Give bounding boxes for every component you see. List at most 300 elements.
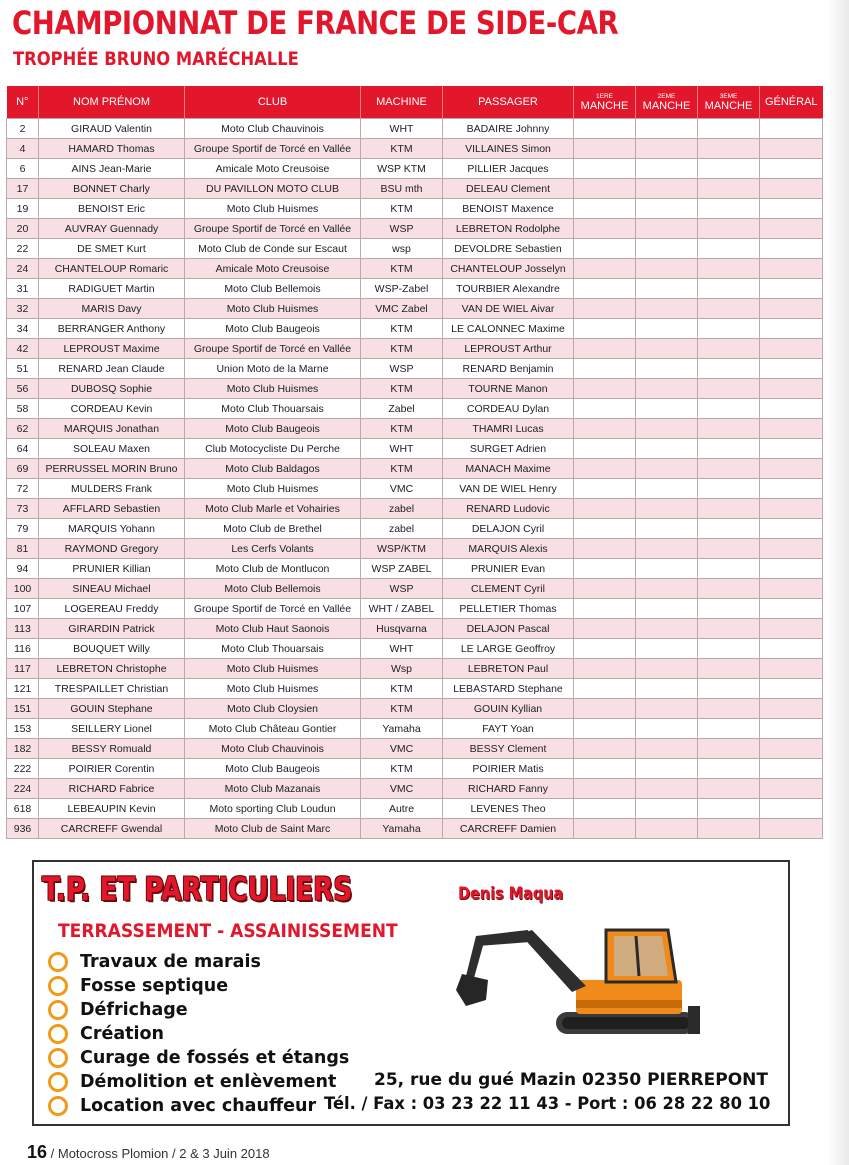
cell-manche-1 [574,139,636,159]
cell-passenger: BESSY Clement [443,739,574,759]
cell-manche-1 [574,579,636,599]
table-row [7,459,823,479]
ad-service-item [48,1070,349,1094]
cell-general [760,359,823,379]
table-row [7,259,823,279]
cell-manche-1 [574,679,636,699]
cell-passenger: DEVOLDRE Sebastien [443,239,574,259]
header-machine: MACHINE [361,86,443,119]
cell-club: Club Motocycliste Du Perche [185,439,361,459]
table-row [7,699,823,719]
cell-manche-1 [574,659,636,679]
cell-name: DE SMET Kurt [39,239,185,259]
cell-general [760,779,823,799]
ad-contact-name: Denis Maqua [458,884,564,904]
cell-passenger: CORDEAU Dylan [443,399,574,419]
cell-manche-1 [574,239,636,259]
cell-manche-1 [574,299,636,319]
cell-general [760,139,823,159]
cell-general [760,759,823,779]
cell-machine: KTM [361,699,443,719]
excavator-boom [520,930,586,992]
cell-manche-3 [698,699,760,719]
cell-general [760,159,823,179]
ad-service-label: Défrichage [80,1000,188,1020]
cell-manche-3 [698,339,760,359]
cell-num: 182 [7,739,39,759]
cell-manche-3 [698,799,760,819]
cell-name: GIRARDIN Patrick [39,619,185,639]
table-row [7,779,823,799]
cell-passenger: VILLAINES Simon [443,139,574,159]
cell-num: 121 [7,679,39,699]
cell-num: 72 [7,479,39,499]
cell-num: 32 [7,299,39,319]
table-row [7,719,823,739]
cell-machine: KTM [361,319,443,339]
cell-machine: KTM [361,419,443,439]
cell-club: Moto Club Huismes [185,659,361,679]
cell-club: Groupe Sportif de Torcé en Vallée [185,339,361,359]
cell-num: 42 [7,339,39,359]
ad-service-item [48,998,349,1022]
ad-service-label: Création [80,1024,164,1044]
table-row [7,319,823,339]
cell-manche-1 [574,719,636,739]
cell-manche-2 [636,319,698,339]
cell-name: LEBRETON Christophe [39,659,185,679]
cell-club: Groupe Sportif de Torcé en Vallée [185,599,361,619]
cell-passenger: DELAJON Pascal [443,619,574,639]
ad-service-item [48,1046,349,1070]
footer-text: / Motocross Plomion / 2 & 3 Juin 2018 [47,1146,270,1161]
cell-manche-2 [636,419,698,439]
cell-general [760,699,823,719]
cell-manche-2 [636,759,698,779]
cell-passenger: THAMRI Lucas [443,419,574,439]
cell-club: DU PAVILLON MOTO CLUB [185,179,361,199]
cell-general [760,239,823,259]
cell-manche-3 [698,819,760,839]
ad-service-label: Démolition et enlèvement [80,1072,337,1092]
cell-manche-2 [636,399,698,419]
cell-machine: KTM [361,679,443,699]
cell-manche-3 [698,579,760,599]
cell-name: MARQUIS Yohann [39,519,185,539]
cell-club: Moto Club Huismes [185,379,361,399]
cell-name: BONNET Charly [39,179,185,199]
circle-bullet-icon [48,1072,68,1092]
cell-manche-2 [636,599,698,619]
cell-general [760,119,823,139]
cell-passenger: FAYT Yoan [443,719,574,739]
cell-name: RADIGUET Martin [39,279,185,299]
cell-manche-2 [636,219,698,239]
cell-general [760,519,823,539]
cell-passenger: CLEMENT Cyril [443,579,574,599]
cell-num: 100 [7,579,39,599]
cell-manche-1 [574,419,636,439]
table-row [7,739,823,759]
cell-num: 2 [7,119,39,139]
cell-name: BENOIST Eric [39,199,185,219]
cell-passenger: CHANTELOUP Josselyn [443,259,574,279]
cell-manche-3 [698,279,760,299]
cell-manche-3 [698,519,760,539]
cell-general [760,219,823,239]
cell-club: Les Cerfs Volants [185,539,361,559]
cell-manche-2 [636,439,698,459]
cell-name: RAYMOND Gregory [39,539,185,559]
table-row [7,619,823,639]
table-row [7,679,823,699]
cell-num: 34 [7,319,39,339]
cell-manche-1 [574,479,636,499]
cell-manche-3 [698,219,760,239]
cell-manche-3 [698,159,760,179]
cell-manche-3 [698,319,760,339]
cell-machine: VMC [361,779,443,799]
cell-manche-3 [698,439,760,459]
cell-manche-1 [574,519,636,539]
header-manche-2-label: MANCHE [642,99,691,112]
cell-passenger: TOURNE Manon [443,379,574,399]
table-row [7,219,823,239]
cell-passenger: LEPROUST Arthur [443,339,574,359]
cell-name: TRESPAILLET Christian [39,679,185,699]
cell-num: 17 [7,179,39,199]
circle-bullet-icon [48,1000,68,1020]
cell-num: 22 [7,239,39,259]
ad-service-item [48,950,349,974]
cell-manche-1 [574,699,636,719]
cell-general [760,679,823,699]
cell-club: Moto Club Bellemois [185,579,361,599]
cell-general [760,719,823,739]
table-row [7,159,823,179]
table-row [7,579,823,599]
cell-name: SEILLERY Lionel [39,719,185,739]
page-footer [27,1142,270,1163]
table-row [7,759,823,779]
cell-passenger: DELAJON Cyril [443,519,574,539]
cell-manche-1 [574,339,636,359]
cell-manche-3 [698,719,760,739]
table-row [7,639,823,659]
cell-name: BOUQUET Willy [39,639,185,659]
header-manche-1-label: MANCHE [580,99,629,112]
cell-manche-2 [636,779,698,799]
cell-manche-3 [698,239,760,259]
cell-passenger: DELEAU Clement [443,179,574,199]
cell-name: AUVRAY Guennady [39,219,185,239]
cell-manche-2 [636,539,698,559]
cell-machine: KTM [361,379,443,399]
cell-manche-1 [574,559,636,579]
header-manche-2 [636,86,698,119]
cell-num: 79 [7,519,39,539]
ad-title: T.P. ET PARTICULIERS [42,870,353,908]
cell-num: 81 [7,539,39,559]
cell-club: Moto Club Thouarsais [185,399,361,419]
cell-manche-3 [698,559,760,579]
ad-service-item [48,974,349,998]
cell-club: Groupe Sportif de Torcé en Vallée [185,139,361,159]
cell-machine: Yamaha [361,719,443,739]
cell-name: GIRAUD Valentin [39,119,185,139]
cell-machine: WHT [361,439,443,459]
cell-machine: BSU mth [361,179,443,199]
cell-manche-2 [636,359,698,379]
cell-num: 224 [7,779,39,799]
cell-manche-1 [574,399,636,419]
cell-manche-2 [636,259,698,279]
cell-manche-3 [698,479,760,499]
cell-name: PRUNIER Killian [39,559,185,579]
cell-manche-2 [636,819,698,839]
cell-passenger: SURGET Adrien [443,439,574,459]
cell-manche-3 [698,459,760,479]
cell-num: 31 [7,279,39,299]
header-general: GÉNÉRAL [760,86,823,119]
circle-bullet-icon [48,952,68,972]
cell-manche-3 [698,639,760,659]
cell-club: Moto Club Baugeois [185,759,361,779]
cell-machine: WSP-Zabel [361,279,443,299]
cell-manche-3 [698,139,760,159]
cell-manche-3 [698,599,760,619]
cell-passenger: LEBRETON Rodolphe [443,219,574,239]
cell-club: Moto Club Mazanais [185,779,361,799]
cell-manche-2 [636,559,698,579]
cell-manche-3 [698,779,760,799]
cell-manche-2 [636,239,698,259]
header-manche-3-label: MANCHE [704,99,753,112]
cell-num: 222 [7,759,39,779]
cell-machine: wsp [361,239,443,259]
cell-club: Moto Club Baugeois [185,419,361,439]
table-row [7,419,823,439]
cell-club: Moto Club de Saint Marc [185,819,361,839]
cell-manche-3 [698,619,760,639]
page-title: CHAMPIONNAT DE FRANCE DE SIDE-CAR [12,4,619,42]
cell-general [760,199,823,219]
excavator-image [436,920,716,1050]
header-club: CLUB [185,86,361,119]
cell-manche-2 [636,799,698,819]
cell-general [760,399,823,419]
cell-club: Groupe Sportif de Torcé en Vallée [185,219,361,239]
cell-manche-3 [698,399,760,419]
cell-passenger: MANACH Maxime [443,459,574,479]
cell-machine: WSP/KTM [361,539,443,559]
cell-manche-1 [574,159,636,179]
cell-num: 107 [7,599,39,619]
cell-manche-2 [636,119,698,139]
cell-manche-3 [698,739,760,759]
cell-name: LEPROUST Maxime [39,339,185,359]
ad-services-list [48,950,349,1118]
cell-manche-1 [574,359,636,379]
cell-name: MULDERS Frank [39,479,185,499]
cell-passenger: LE CALONNEC Maxime [443,319,574,339]
cell-num: 20 [7,219,39,239]
header-num: N° [7,86,39,119]
cell-passenger: LE LARGE Geoffroy [443,639,574,659]
cell-manche-1 [574,199,636,219]
cell-club: Moto Club de Montlucon [185,559,361,579]
table-row [7,439,823,459]
cell-num: 24 [7,259,39,279]
cell-machine: KTM [361,139,443,159]
cell-name: HAMARD Thomas [39,139,185,159]
cell-manche-3 [698,359,760,379]
table-row [7,279,823,299]
table-row [7,339,823,359]
cell-club: Moto Club de Conde sur Escaut [185,239,361,259]
cell-manche-3 [698,659,760,679]
cell-club: Moto Club Baldagos [185,459,361,479]
cell-manche-2 [636,479,698,499]
cell-passenger: BADAIRE Johnny [443,119,574,139]
cell-general [760,299,823,319]
cell-num: 64 [7,439,39,459]
cell-manche-2 [636,379,698,399]
cell-name: BERRANGER Anthony [39,319,185,339]
cell-manche-3 [698,179,760,199]
cell-general [760,459,823,479]
header-manche-3-ordinal: 3EME [719,92,738,100]
cell-machine: WHT [361,639,443,659]
cell-passenger: RENARD Benjamin [443,359,574,379]
cell-manche-3 [698,379,760,399]
page-number: 16 [27,1142,48,1162]
cell-passenger: RENARD Ludovic [443,499,574,519]
cell-num: 69 [7,459,39,479]
table-row [7,379,823,399]
cell-name: SINEAU Michael [39,579,185,599]
cell-general [760,559,823,579]
results-body [7,119,823,839]
cell-manche-2 [636,679,698,699]
cell-club: Moto Club Chauvinois [185,119,361,139]
cell-passenger: CARCREFF Damien [443,819,574,839]
cell-manche-1 [574,279,636,299]
ad-address: 25, rue du gué Mazin 02350 PIERREPONT [374,1070,768,1090]
cell-manche-1 [574,319,636,339]
cell-machine: Zabel [361,399,443,419]
cell-club: Amicale Moto Creusoise [185,259,361,279]
cell-manche-1 [574,119,636,139]
cell-passenger: VAN DE WIEL Aivar [443,299,574,319]
cell-machine: Husqvarna [361,619,443,639]
advertisement [32,860,790,1126]
cell-manche-2 [636,699,698,719]
table-row [7,599,823,619]
ad-service-item [48,1094,349,1118]
cell-name: MARIS Davy [39,299,185,319]
header-passenger: PASSAGER [443,86,574,119]
table-row [7,119,823,139]
cell-manche-3 [698,679,760,699]
cell-manche-3 [698,499,760,519]
cell-machine: WSP ZABEL [361,559,443,579]
cell-machine: zabel [361,499,443,519]
cell-general [760,479,823,499]
cell-machine: KTM [361,759,443,779]
cell-name: MARQUIS Jonathan [39,419,185,439]
cell-num: 51 [7,359,39,379]
cell-machine: zabel [361,519,443,539]
cell-manche-1 [574,799,636,819]
cell-manche-1 [574,759,636,779]
circle-bullet-icon [48,1024,68,1044]
cell-machine: WHT [361,119,443,139]
cell-num: 56 [7,379,39,399]
ad-service-label: Fosse septique [80,976,229,996]
table-row [7,199,823,219]
cell-name: CHANTELOUP Romaric [39,259,185,279]
cell-num: 62 [7,419,39,439]
cell-machine: VMC [361,479,443,499]
cell-manche-1 [574,639,636,659]
cell-club: Moto sporting Club Loudun [185,799,361,819]
cell-machine: Autre [361,799,443,819]
cell-num: 19 [7,199,39,219]
cell-machine: WSP [361,359,443,379]
cell-general [760,499,823,519]
ad-service-label: Travaux de marais [80,952,261,972]
cell-manche-1 [574,259,636,279]
cell-manche-1 [574,499,636,519]
cell-passenger: TOURBIER Alexandre [443,279,574,299]
cell-general [760,319,823,339]
cell-manche-2 [636,619,698,639]
cell-passenger: RICHARD Fanny [443,779,574,799]
ad-service-label: Curage de fossés et étangs [80,1048,350,1068]
cell-name: BESSY Romuald [39,739,185,759]
table-row [7,499,823,519]
cell-manche-1 [574,179,636,199]
ad-phone: Tél. / Fax : 03 23 22 11 43 - Port : 06 28 22 80 10 [324,1094,771,1114]
cell-manche-2 [636,199,698,219]
cell-manche-2 [636,159,698,179]
cell-passenger: GOUIN Kyllian [443,699,574,719]
cell-general [760,659,823,679]
cell-name: AINS Jean-Marie [39,159,185,179]
cell-passenger: PELLETIER Thomas [443,599,574,619]
cell-general [760,439,823,459]
cell-num: 151 [7,699,39,719]
cell-machine: VMC Zabel [361,299,443,319]
cell-club: Moto Club Thouarsais [185,639,361,659]
table-header-row [7,86,823,119]
cell-general [760,639,823,659]
table-row [7,299,823,319]
cell-machine: KTM [361,459,443,479]
cell-general [760,339,823,359]
cell-manche-2 [636,499,698,519]
cell-num: 153 [7,719,39,739]
cell-name: DUBOSQ Sophie [39,379,185,399]
cell-num: 618 [7,799,39,819]
cell-manche-1 [574,619,636,639]
cell-num: 6 [7,159,39,179]
cell-club: Moto Club Huismes [185,299,361,319]
cell-machine: KTM [361,199,443,219]
cell-manche-3 [698,539,760,559]
cell-manche-1 [574,739,636,759]
